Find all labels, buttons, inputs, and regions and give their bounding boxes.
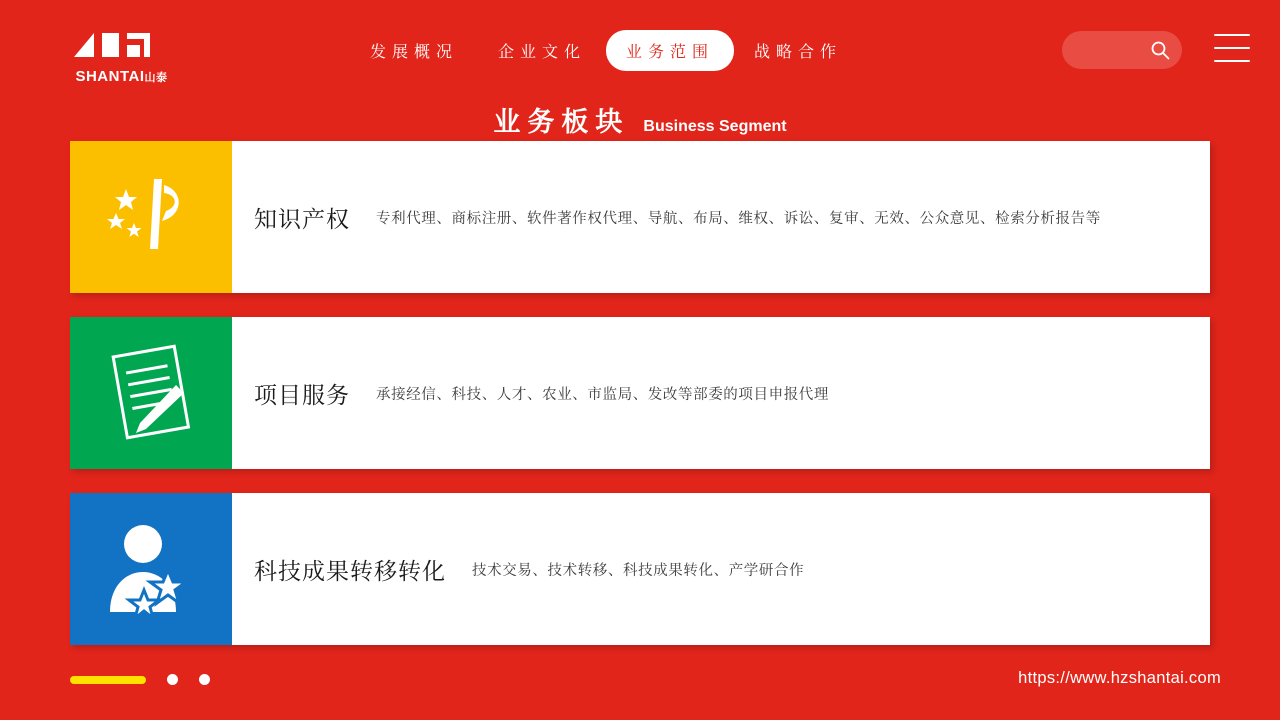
person-stars-icon: [96, 514, 206, 624]
page-title: [0, 100, 1280, 139]
site-header: [0, 0, 1280, 100]
search-icon[interactable]: [1150, 40, 1170, 60]
card-intellectual-property[interactable]: [70, 141, 1210, 293]
card-title: 科技成果转移转化: [254, 557, 446, 584]
card-icon-tile: [70, 317, 232, 469]
patent-star-pen-icon: [96, 167, 206, 267]
menu-line: [1214, 47, 1250, 49]
pagination-dot-active[interactable]: [70, 676, 146, 684]
nav-item-cooperation[interactable]: 战略合作: [754, 43, 843, 61]
card-tech-transfer[interactable]: [70, 493, 1210, 645]
page-title-en: Business Segment: [643, 118, 787, 135]
card-body: [232, 317, 1210, 469]
carousel-pagination: [70, 674, 210, 685]
card-title: 项目服务: [254, 381, 350, 408]
page-title-cn: 业务板块: [493, 107, 630, 137]
main-nav: [350, 30, 862, 70]
logo-text-cn: 山泰: [144, 72, 168, 84]
card-project-service[interactable]: [70, 317, 1210, 469]
nav-item-culture[interactable]: 企业文化: [498, 43, 587, 61]
menu-line: [1214, 60, 1250, 62]
card-description: 承接经信、科技、人才、农业、市监局、发改等部委的项目申报代理: [376, 386, 829, 403]
card-icon-tile: [70, 493, 232, 645]
pagination-dot[interactable]: [167, 674, 178, 685]
menu-line: [1214, 34, 1250, 36]
card-description: 专利代理、商标注册、软件著作权代理、导航、布局、维权、诉讼、复审、无效、公众意见、检索分析报告等: [376, 210, 1101, 227]
hamburger-menu-icon[interactable]: [1214, 34, 1250, 64]
nav-item-overview[interactable]: 发展概况: [370, 43, 459, 61]
card-description: 技术交易、技术转移、科技成果转化、产学研合作: [472, 562, 805, 579]
search-input[interactable]: [1062, 31, 1182, 69]
card-title: 知识产权: [254, 205, 350, 232]
document-pen-icon: [96, 341, 206, 445]
shantai-logo-icon: [72, 27, 172, 65]
card-body: [232, 141, 1210, 293]
logo-text-en: SHANTAI: [75, 68, 145, 85]
card-icon-tile: [70, 141, 232, 293]
nav-item-business[interactable]: 业务范围: [606, 30, 734, 71]
pagination-dot[interactable]: [199, 674, 210, 685]
card-body: [232, 493, 1210, 645]
business-segment-list: [70, 141, 1210, 669]
site-url: https://www.hzshantai.com: [1018, 669, 1221, 687]
logo[interactable]: [70, 27, 173, 89]
logo-text: [75, 68, 167, 85]
